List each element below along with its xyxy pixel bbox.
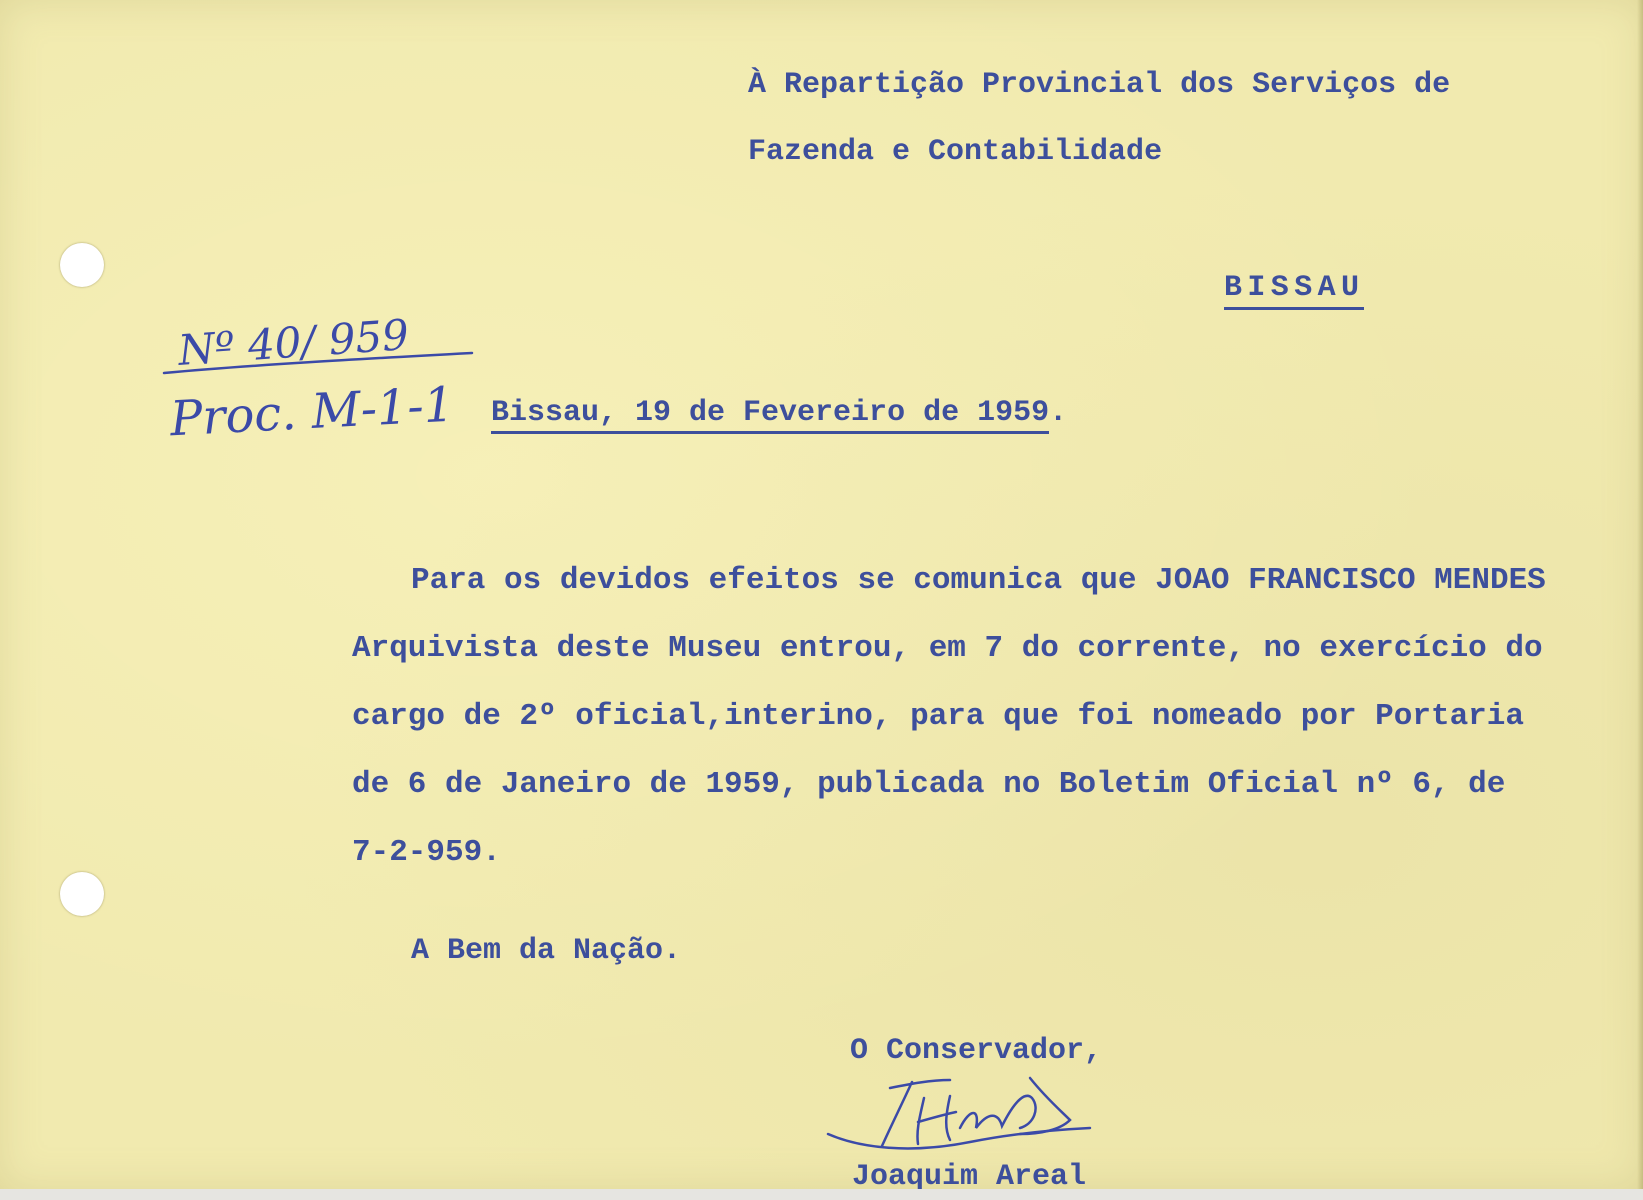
paper-edge-shadow — [1637, 0, 1643, 1189]
addressee-line-2: Fazenda e Contabilidade — [748, 135, 1163, 169]
body-line-3: cargo de 2º oficial,interino, para que foi nomeado por Portaria — [352, 699, 1524, 734]
body-line-2: Arquivista deste Museu entrou, em 7 do corrente, no exercício do — [352, 631, 1543, 666]
letter-date-text: Bissau, 19 de Fevereiro de 1959 — [491, 396, 1049, 434]
addressee-city: BISSAU — [1224, 271, 1364, 310]
scan-bottom-margin — [0, 1189, 1643, 1200]
punch-hole-top — [60, 243, 104, 287]
handwritten-underline — [160, 345, 480, 385]
signer-name: Joaquim Areal — [852, 1160, 1087, 1189]
body-line-5: 7-2-959. — [352, 835, 501, 870]
addressee-line-1: À Repartição Provincial dos Serviços de — [748, 68, 1451, 102]
closing-salutation: A Bem da Nação. — [411, 934, 682, 968]
punch-hole-bottom — [60, 872, 104, 916]
body-line-4: de 6 de Janeiro de 1959, publicada no Boletim Oficial nº 6, de — [352, 767, 1506, 802]
body-line-1: Para os devidos efeitos se comunica que JOAO FRANCISCO MENDES — [411, 563, 1546, 598]
handwritten-reference-number: Nº 40/ 959 — [176, 310, 411, 375]
letter-date-period: . — [1049, 396, 1068, 430]
letter-date — [491, 396, 1067, 430]
signer-role: O Conservador, — [850, 1034, 1103, 1068]
handwritten-process-code: Proc. M-1-1 — [168, 376, 456, 448]
